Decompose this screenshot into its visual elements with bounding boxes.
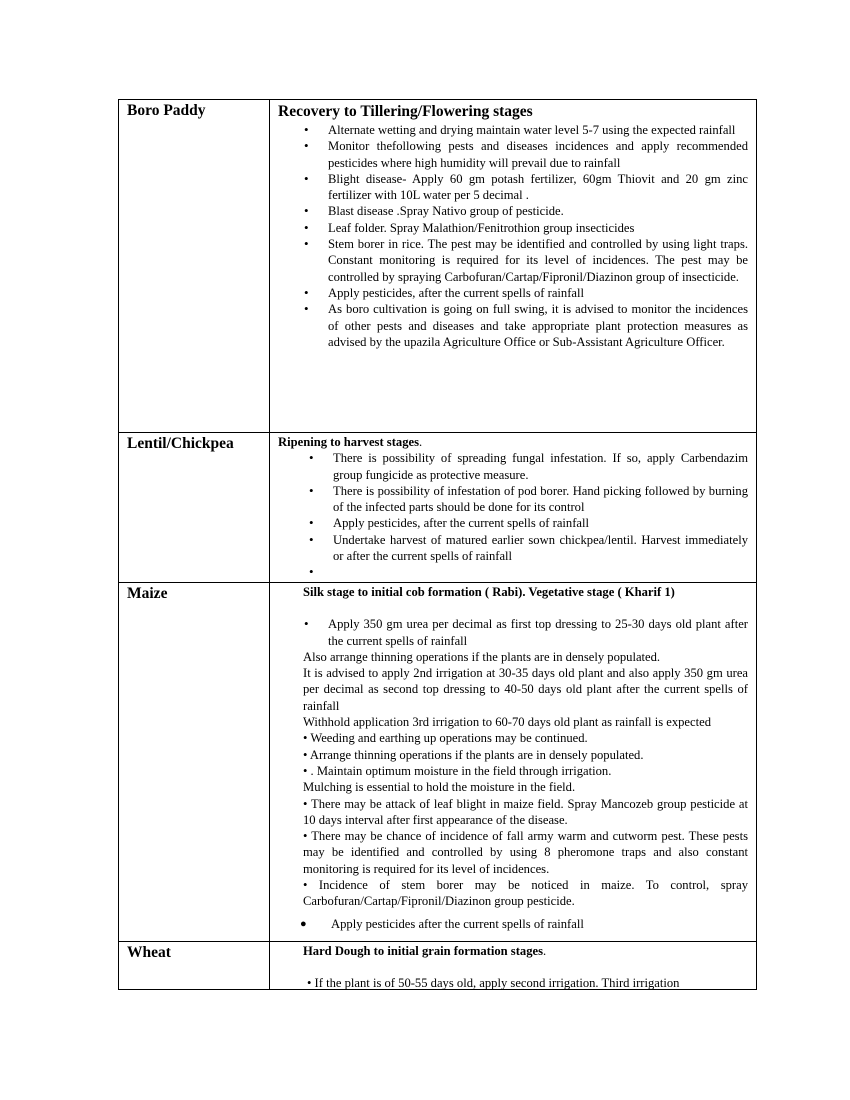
table-row <box>119 583 757 942</box>
stage-heading: Hard Dough to initial grain formation stages <box>303 944 543 958</box>
advisory-cell <box>270 100 757 433</box>
crop-cell <box>119 942 270 990</box>
list-item: • Leaf folder. Spray Malathion/Fenitrothion group insecticides <box>328 220 748 236</box>
advisory-cell <box>270 583 757 942</box>
advice-text: • Incidence of stem borer may be noticed in maize. To control, spray Carbofuran/Cartap/Fipronil/Diazinon group pesticide. <box>303 878 748 909</box>
stage-heading-period: . <box>418 435 423 449</box>
advice-text: • There may be attack of leaf blight in maize field. Spray Mancozeb group pesticide at 10 days interval after first appearance of the disease. <box>303 796 748 827</box>
advice-list <box>278 122 748 350</box>
crop-cell <box>119 583 270 942</box>
advice-text: • Arrange thinning operations if the plants are in densely populated. <box>303 747 644 762</box>
table-row <box>119 433 757 583</box>
list-item: • Alternate wetting and drying maintain water level 5-7 using the expected rainfall <box>328 122 748 138</box>
advisory-cell <box>270 433 757 583</box>
list-item: • Stem borer in rice. The pest may be identified and controlled by using light traps. Constant monitoring is required for its level of incidences. The pest may be controlled by spraying Carbofuran/Cartap/Fipronil/Diazinon group of insecticide. <box>328 236 748 285</box>
advice-text: • If the plant is of 50-55 days old, apply second irrigation. Third irrigation <box>307 976 680 991</box>
crop-name: Boro Paddy <box>127 102 206 119</box>
crop-advisory-table <box>118 99 757 990</box>
stage-heading: Recovery to Tillering/Flowering stages <box>278 103 533 120</box>
crop-cell <box>119 433 270 583</box>
crop-name: Maize <box>127 585 168 602</box>
advice-text: Mulching is essential to hold the moisture in the field. <box>303 780 576 795</box>
crop-cell <box>119 100 270 433</box>
advice-text: Withhold application 3rd irrigation to 60-70 days old plant as rainfall is expected <box>303 715 711 730</box>
advice-text-last: ● Apply pesticides after the current spells of rainfall <box>303 916 748 932</box>
list-item: • Monitor thefollowing pests and diseases incidences and apply recommended pesticides where high humidity will prevail due to rainfall <box>328 138 748 171</box>
list-item: • Undertake harvest of matured earlier sown chickpea/lentil. Harvest immediately or after the current spells of rainfall <box>333 532 748 565</box>
list-item: • Blast disease .Spray Nativo group of pesticide. <box>328 203 748 219</box>
advice-list <box>278 450 748 580</box>
crop-name: Wheat <box>127 944 171 961</box>
table-row <box>119 100 757 433</box>
stage-heading-period: . <box>542 944 547 958</box>
list-item: • Blight disease- Apply 60 gm potash fertilizer, 60gm Thiovit and 20 gm zinc fertilizer with 10L water per 5 decimal . <box>328 171 748 204</box>
advice-text: It is advised to apply 2nd irrigation at 30-35 days old plant and also apply 350 gm urea per decimal as second top dressing to 40-50 days old plant after the current spells of rainfall <box>303 666 748 713</box>
advice-list <box>303 616 748 649</box>
advice-text: • Weeding and earthing up operations may be continued. <box>303 731 588 746</box>
advice-text: • There may be chance of incidence of fall army warm and cutworm pest. These pests may be identified and controlled by using 8 pheromone traps and also constant monitoring is required for its level of incidences. <box>303 829 748 876</box>
table-row <box>119 942 757 990</box>
advisory-cell <box>270 942 757 990</box>
stage-heading: Ripening to harvest stages <box>278 435 419 449</box>
list-item: • Apply 350 gm urea per decimal as first top dressing to 25-30 days old plant after the current spells of rainfall <box>328 616 748 649</box>
list-item: • Apply pesticides, after the current spells of rainfall <box>328 285 748 301</box>
list-item: • There is possibility of infestation of pod borer. Hand picking followed by burning of the infected parts should be done for its control <box>333 483 748 516</box>
list-item: • There is possibility of spreading fungal infestation. If so, apply Carbendazim group fungicide as protective measure. <box>333 450 748 483</box>
list-item <box>333 564 748 580</box>
list-item: • As boro cultivation is going on full swing, it is advised to monitor the incidences of other pests and diseases and take appropriate plant protection measures as advised by the upazila Agriculture Office or Sub-Assistant Agriculture Officer. <box>328 301 748 350</box>
advice-text: • . Maintain optimum moisture in the field through irrigation. <box>303 763 612 778</box>
advice-text: Also arrange thinning operations if the plants are in densely populated. <box>303 649 661 664</box>
crop-name: Lentil/Chickpea <box>127 435 234 452</box>
stage-heading: Silk stage to initial cob formation ( Rabi). Vegetative stage ( Kharif 1) <box>303 585 675 599</box>
list-item: • Apply pesticides, after the current spells of rainfall <box>333 515 748 531</box>
